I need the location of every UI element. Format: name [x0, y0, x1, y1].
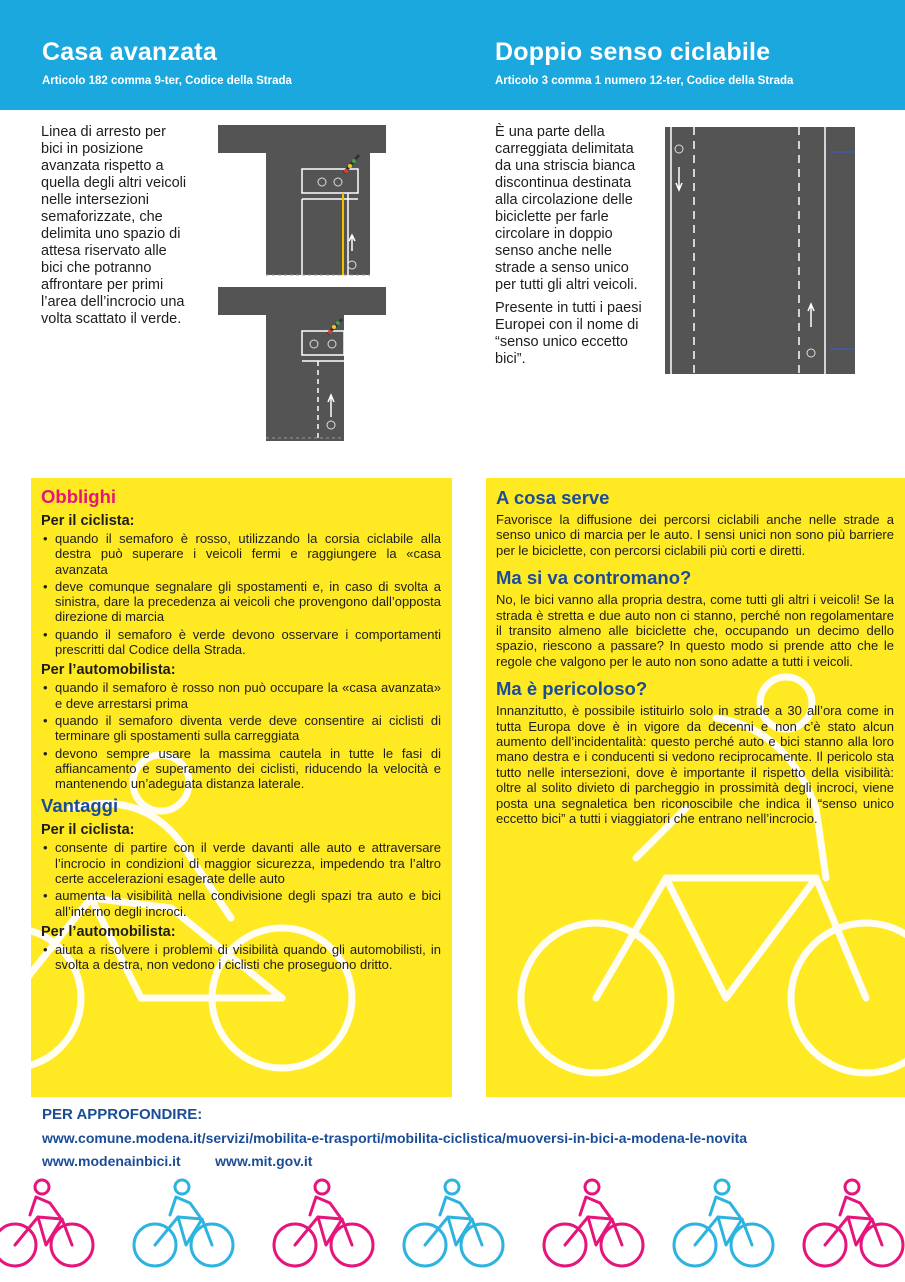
cyclist-icon [404, 1180, 503, 1266]
cyclist-icon [134, 1180, 233, 1266]
intro-casa-avanzata: Linea di arresto per bici in posizione avanzata rispetto a quella degli altri veicoli nelle intersezioni semaforizzate, che delimita uno spazio di attesa riservato alle bici che potranno affrontare per primi l’area dell’incrocio una volta scattato il verde. [41, 124, 187, 327]
serve-title: A cosa serve [496, 487, 610, 508]
obblighi-title: Obblighi [41, 486, 117, 507]
cyclist-icon [804, 1180, 903, 1266]
casa-avanzata-diagram [218, 125, 386, 441]
doppio-senso-info-content [496, 487, 894, 827]
box-doppio-senso-info [486, 478, 905, 1097]
obblighi-ciclista-title: Per il ciclista: [41, 513, 135, 529]
obblighi-ciclista-list [41, 531, 441, 657]
pericoloso-text: Innanzitutto, è possibile istituirlo solo in strade a 30 all’ora come in tutta Europa dove è in vigore da decenni e non c’è stato alcun aumento dell’incidentalità: questo perché auto e bici stanno alla loro mano destra e i conducenti si vedono reciprocamente. Il pericolo sta tutto nelle intersezioni, dove è importante il rispetto della visibilità: oltre al solito divieto di parcheggio in prossimità degli incroci, viene posta una segnaletica ben riconoscibile che indica il “senso unico eccetto bici” a tutti i viaggiatori che entrano nell’incrocio. [496, 703, 894, 827]
header-right [495, 38, 793, 87]
subtitle-doppio-senso: Articolo 3 comma 1 numero 12-ter, Codice della Strada [495, 75, 794, 87]
intro-doppio-senso [495, 124, 645, 368]
doppio-senso-diagram [665, 127, 855, 374]
vantaggi-ciclista-list [41, 840, 441, 918]
box-obblighi-vantaggi [31, 478, 452, 1097]
obblighi-content [41, 486, 441, 975]
list-item: • consente di partire con il verde davanti alle auto e attraversare l’incrocio in condizioni di maggior sicurezza, impedendo tra l’altro certe accelerazioni esagerate delle auto [41, 840, 441, 886]
footer-links [42, 1106, 747, 1171]
intro-doppio-senso-p2: Presente in tutti i paesi Europei con il nome di “senso unico eccetto bici”. [495, 300, 642, 367]
list-item: • quando il semaforo è verde devono osservare i comportamenti prescritti dal Codice della Strada. [41, 627, 441, 658]
vantaggi-ciclista-title: Per il ciclista: [41, 822, 135, 839]
cyclists-decoration [0, 1175, 905, 1282]
title-doppio-senso: Doppio senso ciclabile [495, 38, 771, 66]
link-modenainbici[interactable]: www.modenainbici.it [42, 1153, 181, 1169]
contromano-title: Ma si va contromano? [496, 567, 692, 589]
cyclist-icon [674, 1180, 773, 1266]
list-item: • quando il semaforo è rosso, utilizzando la corsia ciclabile alla destra può superare i veicoli fermi e raggiungere la «casa avanzata [41, 531, 441, 577]
obblighi-auto-list [41, 680, 441, 791]
pericoloso-title: Ma è pericoloso? [496, 678, 648, 700]
cyclist-icon [0, 1180, 93, 1266]
list-item: • quando il semaforo è rosso non può occupare la «casa avanzata» e deve arrestarsi prima [41, 680, 441, 711]
list-item: • deve comunque segnalare gli spostamenti e, in caso di svolta a sinistra, dare la precedenza ai veicoli che provengono dall’opposta direzione di marcia [41, 579, 441, 625]
vantaggi-auto-list [41, 942, 441, 973]
list-item: • aiuta a risolvere i problemi di visibilità quando gli automobilisti, in svolta a destra, non vedono i ciclisti che proseguono dritto. [41, 942, 441, 973]
vantaggi-title: Vantaggi [41, 795, 119, 817]
obblighi-auto-title: Per l’automobilista: [41, 662, 176, 679]
cyclist-icon [544, 1180, 643, 1266]
footer-title: PER APPROFONDIRE: [42, 1106, 203, 1123]
list-item: • quando il semaforo diventa verde deve consentire ai ciclisti di terminare gli spostamenti sulla carreggiata [41, 713, 441, 744]
subtitle-casa-avanzata: Articolo 182 comma 9-ter, Codice della Strada [42, 75, 292, 87]
link-mit[interactable]: www.mit.gov.it [215, 1153, 313, 1169]
serve-text: Favorisce la diffusione dei percorsi ciclabili anche nelle strade a senso unico di marcia per le auto. I sensi unici non sono più barriere per le biciclette, con percorsi ciclabili più corti e diretti. [496, 512, 894, 558]
list-item: • devono sempre usare la massima cautela in tutte le fasi di affiancamento e superamento dei ciclisti, riducendo la velocità e mantenendo un’adeguata distanza laterale. [41, 746, 441, 792]
title-casa-avanzata: Casa avanzata [42, 38, 217, 66]
contromano-text: No, le bici vanno alla propria destra, come tutti gli altri i veicoli! Se la strada è stretta e due auto non ci stanno, perché non regolamentare il transito almeno alle biciclette che, occupando un decimo dello spazio, riescono a passare? In questo modo si prende atto che le regole che valgono per le auto non sono adatte a tutti i veicoli. [496, 592, 894, 669]
header-band [0, 0, 905, 110]
header-left [42, 38, 292, 87]
link-comune-modena[interactable]: www.comune.modena.it/servizi/mobilita-e-trasporti/mobilita-ciclistica/muoversi-in-bici-a-modena-le-novita [42, 1130, 748, 1146]
footer-link-row [42, 1153, 747, 1171]
intro-doppio-senso-p1: È una parte della carreggiata delimitata da una striscia bianca discontinua destinata alla circolazione delle biciclette per farle circolare in doppio senso anche nelle strade a senso unico per tutti gli altri veicoli. [495, 124, 638, 293]
vantaggi-auto-title: Per l’automobilista: [41, 923, 176, 940]
list-item: • aumenta la visibilità nella condivisione degli spazi tra auto e bici all’interno degli incroci. [41, 888, 441, 919]
cyclist-icon [274, 1180, 373, 1266]
